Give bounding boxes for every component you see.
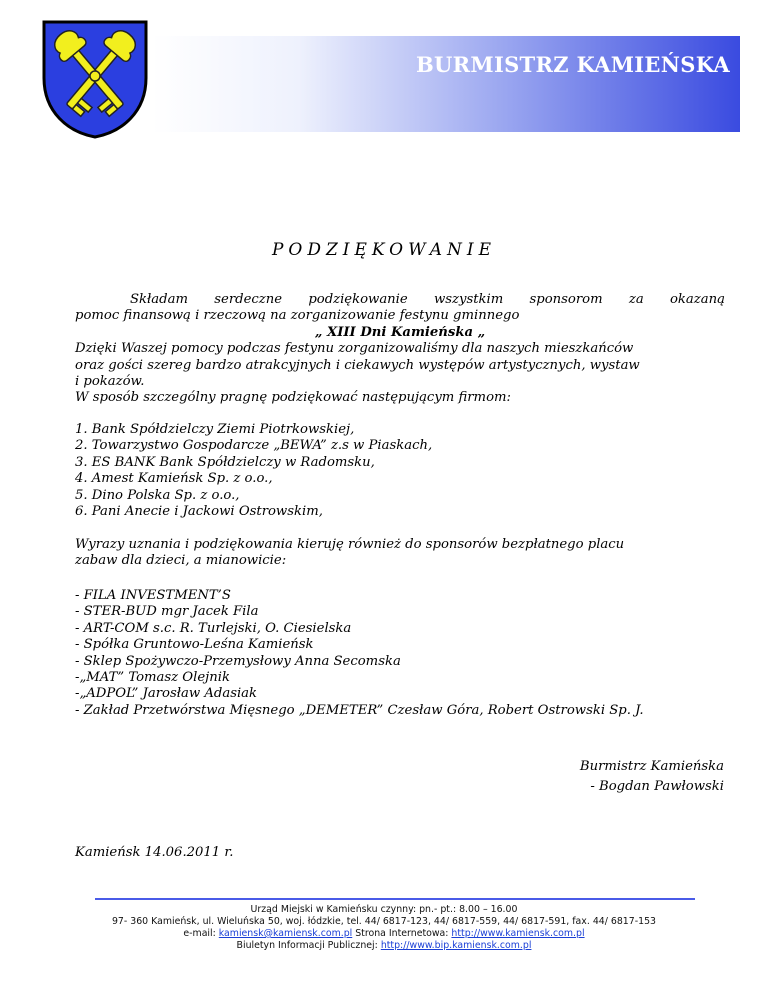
intro-line-7: W sposób szczególny pragnę podziękować następującym firmom: [75,390,511,406]
list-item: 3. ES BANK Bank Spółdzielczy w Radomsku, [75,454,375,470]
intro-word: sponsorom [529,292,603,307]
footer [0,904,768,952]
header-banner [152,36,740,132]
list-item: 1. Bank Spółdzielczy Ziemi Piotrkowskiej, [75,422,355,437]
bip-label: Biuletyn Informacji Publicznej: [236,940,381,951]
list-item: - Spółka Gruntowo-Leśna Kamieńsk [75,637,314,653]
list-item: - FILA INVESTMENT’S [75,588,231,603]
signature-name: - Bogdan Pawłowski [590,779,724,794]
bip-link[interactable]: http://www.bip.kamiensk.com.pl [380,940,532,951]
intro-paragraph [75,292,725,407]
footer-contact-line [0,928,768,940]
playground-line-1: Wyrazy uznania i podziękowania kieruję również do sponsorów bezpłatnego placu [75,537,625,552]
website-label: Strona Internetowa: [352,928,452,939]
list-item: -„MAT” Tomasz Olejnik [75,670,230,686]
list-item: - STER-BUD mgr Jacek Fila [75,604,259,620]
intro-word: wszystkim [433,292,504,307]
list-item: -„ADPOL” Jarosław Adasiak [75,686,258,702]
email-label: e-mail: [183,928,219,939]
footer-address: 97- 360 Kamieńsk, ul. Wieluńska 50, woj. łódzkie, tel. 44/ 6817-123, 44/ 6817-559, 44/ 6817-591, fax. 44/ 6817-153 [111,916,657,927]
event-name: „ XIII Dni Kamieńska „ [314,324,486,340]
intro-word: serdeczne [214,292,283,307]
intro-word: za [628,292,644,307]
list-item: - Sklep Spożywczo-Przemysłowy Anna Secomska [75,653,401,669]
coat-of-arms-logo [40,16,150,140]
list-item: 2. Towarzystwo Gospodarcze „BEWA” z.s w Piaskach, [75,438,433,454]
intro-line-1 [75,292,725,308]
intro-line-4: Dzięki Waszej pomocy podczas festynu zorganizowaliśmy dla naszych mieszkańców [75,341,634,357]
playground-sponsor-list [75,588,725,719]
banner-title: BURMISTRZ KAMIEŃSKA [416,52,730,77]
document-date: Kamieńsk 14.06.2011 r. [75,845,234,860]
list-item: 6. Pani Anecie i Jackowi Ostrowskim, [75,504,323,520]
signature-block [580,757,724,797]
intro-line-6: i pokazów. [75,374,145,390]
list-item: 5. Dino Polska Sp. z o.o., [75,487,240,503]
signature-title: Burmistrz Kamieńska [579,759,724,774]
list-item: 4. Amest Kamieńsk Sp. z o.o., [75,471,273,487]
intro-word: Składam [130,292,188,307]
playground-paragraph [75,537,725,570]
website-link[interactable]: http://www.kamiensk.com.pl [451,928,585,939]
footer-divider [95,898,695,900]
list-item: - Zakład Przetwórstwa Mięsnego „DEMETER” Czesław Góra, Robert Ostrowski Sp. J. [75,702,644,718]
email-link[interactable]: kamiensk@kamiensk.com.pl [218,928,353,939]
intro-word: okazaną [669,292,725,307]
page-heading: PODZIĘKOWANIE [271,240,497,260]
list-item: - ART-COM s.c. R. Turlejski, O. Ciesielska [75,620,352,636]
intro-line-5: oraz gości szereg bardzo atrakcyjnych i ciekawych występów artystycznych, wystaw [75,357,640,373]
footer-bip-line [0,940,768,952]
intro-line-2: pomoc finansową i rzeczową na zorganizowanie festynu gminnego [75,308,520,324]
footer-office-hours: Urząd Miejski w Kamieńsku czynny: pn.- pt.: 8.00 – 16.00 [250,904,518,915]
intro-word: podziękowanie [308,292,408,307]
playground-line-2: zabaw dla dzieci, a mianowicie: [75,553,287,569]
sponsor-list [75,422,725,520]
